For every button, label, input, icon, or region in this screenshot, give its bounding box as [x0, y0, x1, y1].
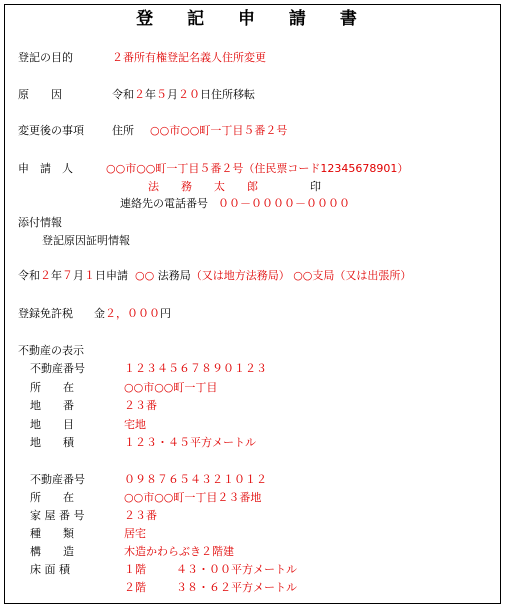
floor1-area: ４３・００平方メートル [176, 563, 297, 576]
property-header: 不動産の表示 [18, 344, 84, 357]
building-type: 居宅 [124, 527, 146, 540]
change-label: 変更後の事項 [18, 124, 84, 137]
phone-value: ００－００００－００００ [218, 197, 350, 210]
floor2-name: ２階 [124, 581, 146, 594]
land-category: 宅地 [124, 418, 146, 431]
building-location-label: 所 在 [30, 491, 74, 504]
application-date-line: 令和２年７月１日申請 ○○ 法務局（又は地方法務局） ○○支局（又は出張所） [18, 269, 412, 282]
purpose-value: ２番所有権登記名義人住所変更 [112, 51, 266, 64]
tax-value: 金２，０００円 [94, 307, 171, 320]
attachments-label: 添付情報 [18, 216, 62, 229]
building-structure: 木造かわらぶき２階建 [124, 545, 234, 558]
building-house-no-label: 家 屋 番 号 [30, 509, 85, 522]
document-title: 登 記 申 請 書 [136, 9, 371, 29]
land-category-label: 地 目 [30, 418, 74, 431]
building-number: ０９８７６５４３２１０１２ [124, 473, 267, 486]
building-structure-label: 構 造 [30, 545, 74, 558]
applicant-label: 申 請 人 [18, 162, 73, 175]
floor1-name: １階 [124, 563, 146, 576]
cause-value: 令和２年５月２０日住所移転 [112, 88, 255, 101]
purpose-label: 登記の目的 [18, 51, 73, 64]
cause-label: 原 因 [18, 88, 62, 101]
building-type-label: 種 類 [30, 527, 74, 540]
land-number-label: 不動産番号 [30, 362, 85, 375]
floor2-area: ３８・６２平方メートル [176, 581, 297, 594]
applicant-name: 法 務 太 郎 [148, 180, 258, 193]
phone-label: 連絡先の電話番号 [120, 197, 208, 210]
seal-mark: 印 [310, 180, 321, 193]
land-number: １２３４５６７８９０１２３ [124, 362, 267, 375]
change-sub-label: 住所 [112, 124, 134, 137]
land-lot: ２３番 [124, 399, 157, 412]
land-area-label: 地 積 [30, 436, 74, 449]
land-area: １２３・４５平方メートル [124, 436, 256, 449]
building-location: ○○市○○町一丁目２３番地 [124, 491, 262, 504]
building-floor-label: 床 面 積 [30, 563, 70, 576]
land-lot-label: 地 番 [30, 399, 74, 412]
tax-label: 登録免許税 [18, 307, 73, 320]
building-number-label: 不動産番号 [30, 473, 85, 486]
land-location-label: 所 在 [30, 381, 74, 394]
building-house-no: ２３番 [124, 509, 157, 522]
applicant-address: ○○市○○町一丁目５番２号（住民票コード12345678901） [106, 162, 409, 175]
attachments-item: 登記原因証明情報 [42, 234, 130, 247]
change-value: ○○市○○町一丁目５番２号 [150, 124, 288, 137]
land-location: ○○市○○町一丁目 [124, 381, 218, 394]
